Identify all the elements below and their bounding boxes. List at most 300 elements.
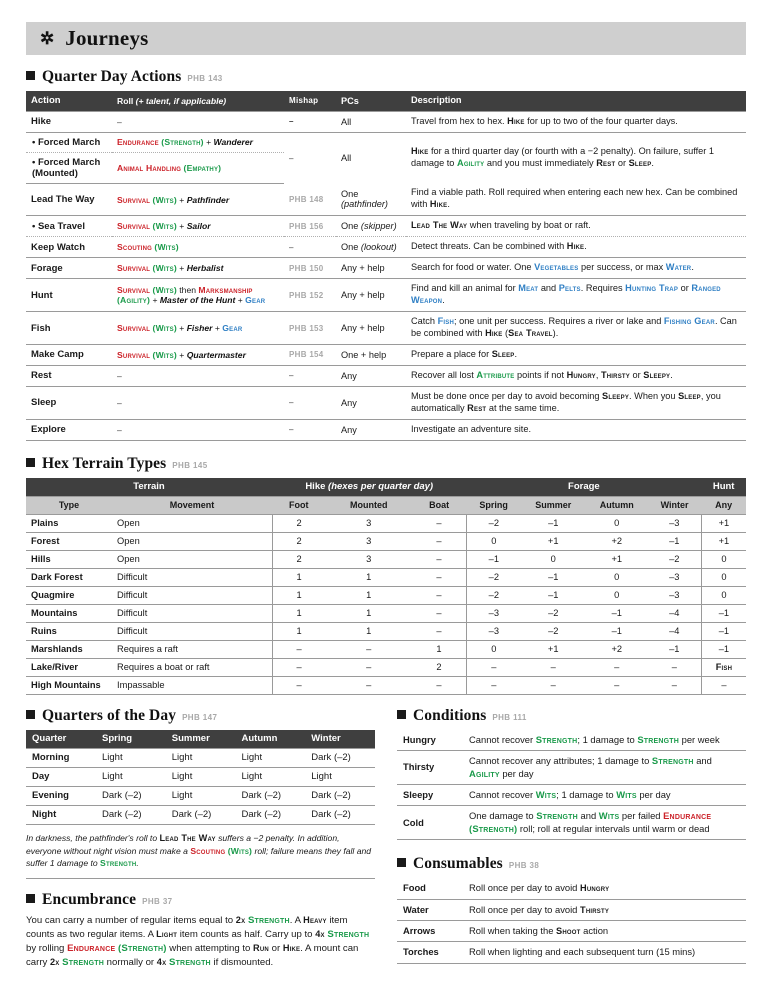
table-row — [26, 312, 746, 345]
cell-hunt: –1 — [701, 622, 746, 640]
cell-description: Investigate an adventure site. — [406, 419, 746, 440]
cell-foot: 1 — [272, 586, 326, 604]
page-title-banner — [26, 22, 746, 55]
cell-summer: Dark (–2) — [166, 805, 236, 824]
cell-roll: Endurance (Strength) + Wanderer — [112, 132, 284, 152]
cell-movement: Open — [112, 514, 272, 532]
condition-name: Thirsty — [397, 751, 463, 785]
cell-mishap: – — [289, 153, 294, 163]
cell-movement: Open — [112, 532, 272, 550]
cell-spring: –2 — [466, 514, 520, 532]
cell-pcs: Any + help — [336, 312, 406, 345]
table-row — [26, 111, 746, 132]
section-heading-encumbrance — [26, 891, 375, 909]
cell-pcs: All — [336, 111, 406, 132]
page-reference: PHB 37 — [142, 897, 173, 907]
col-header-autumn: Autumn — [586, 496, 648, 514]
cell-terrain-type: Mountains — [26, 604, 112, 622]
table-header-row — [26, 91, 746, 111]
cell-action: • Forced March (Mounted) — [26, 152, 112, 183]
cell-autumn: Light — [236, 767, 306, 786]
cell-description: Lead The Way when traveling by boat or raft. — [406, 216, 746, 237]
cell-autumn: –1 — [586, 622, 648, 640]
cell-description: Prepare a place for Sleep. — [406, 344, 746, 365]
cell-mounted: 1 — [326, 568, 412, 586]
cell-spring: 0 — [466, 532, 520, 550]
group-header-hunt: Hunt — [701, 478, 746, 497]
cell-roll: Scouting (Wits) — [112, 237, 284, 258]
cell-spring: Dark (–2) — [96, 786, 166, 805]
encumbrance-text: You can carry a number of regular items equal to 2x Strength. A Heavy item counts as two regular items. A Light item counts as half. Carry up to 4x Strength by rolling Endurance (Strength) when attempting to Run or Hike. A mount can carry 2x Strength normally or 4x Strength if dismounted. — [26, 915, 370, 968]
cell-quarter: Evening — [26, 786, 96, 805]
cell-movement: Impassable — [112, 676, 272, 694]
cell-winter: –2 — [648, 550, 702, 568]
table-row — [26, 532, 746, 550]
section-heading-conditions — [397, 707, 746, 725]
cell-hunt: +1 — [701, 532, 746, 550]
col-header-autumn: Autumn — [236, 730, 306, 749]
cell-summer: +1 — [521, 640, 586, 658]
group-header-hike — [272, 478, 466, 497]
cell-terrain-type: Lake/River — [26, 658, 112, 676]
cell-summer: –2 — [521, 622, 586, 640]
condition-name: Cold — [397, 806, 463, 840]
group-header-hike-note: (hexes per quarter day) — [328, 481, 434, 493]
cell-boat: – — [412, 586, 467, 604]
cell-summer: 0 — [521, 550, 586, 568]
cell-mounted: 3 — [326, 514, 412, 532]
consumable-effect: Roll when lighting and each subsequent turn (15 mins) — [463, 942, 746, 963]
cell-summer: – — [521, 676, 586, 694]
section-heading-hex-terrain — [26, 455, 746, 473]
condition-name: Sleepy — [397, 784, 463, 805]
section-heading-quarter-day-actions — [26, 68, 746, 86]
cell-winter: –1 — [648, 532, 702, 550]
table-row — [26, 748, 375, 767]
cell-foot: 2 — [272, 550, 326, 568]
col-header-foot: Foot — [272, 496, 326, 514]
section-title: Quarter Day Actions — [42, 68, 182, 85]
bullet-square-icon — [397, 710, 406, 719]
section-title: Encumbrance — [42, 891, 137, 909]
col-header-description: Description — [406, 91, 746, 111]
cell-autumn: +2 — [586, 640, 648, 658]
cell-spring: –3 — [466, 622, 520, 640]
cell-spring: –3 — [466, 604, 520, 622]
col-header-roll-main: Roll — [117, 95, 134, 106]
cell-boat: 1 — [412, 640, 467, 658]
table-header-row — [26, 730, 375, 749]
cell-spring: –2 — [466, 586, 520, 604]
cell-roll: Survival (Wits) + Quartermaster — [112, 344, 284, 365]
col-header-spring: Spring — [96, 730, 166, 749]
cell-mounted: 1 — [326, 604, 412, 622]
cell-roll: Survival (Wits) + Pathfinder — [112, 183, 284, 215]
cell-hunt: 0 — [701, 568, 746, 586]
cell-winter: Dark (–2) — [305, 786, 375, 805]
cell-pcs: One (skipper) — [336, 216, 406, 237]
cell-mounted: – — [326, 658, 412, 676]
col-header-mishap: Mishap — [284, 91, 336, 111]
col-header-movement: Movement — [112, 496, 272, 514]
group-header-forage: Forage — [466, 478, 701, 497]
condition-name: Hungry — [397, 730, 463, 751]
table-row — [26, 386, 746, 419]
section-heading-consumables — [397, 855, 746, 873]
cell-boat: 2 — [412, 658, 467, 676]
cell-terrain-type: Hills — [26, 550, 112, 568]
table-row — [26, 216, 746, 237]
right-column — [397, 707, 746, 970]
col-header-spring: Spring — [466, 496, 520, 514]
cell-movement: Difficult — [112, 622, 272, 640]
cell-winter: Light — [305, 767, 375, 786]
cell-mishap: PHB 150 — [284, 258, 336, 279]
cell-spring: – — [466, 658, 520, 676]
col-header-roll-note: (+ talent, if applicable) — [135, 95, 227, 106]
cell-boat: – — [412, 604, 467, 622]
cell-mounted: 3 — [326, 532, 412, 550]
table-row — [26, 344, 746, 365]
darkness-note: In darkness, the pathfinder's roll to Lead The Way suffers a −2 penalty. In addition, everyone without night vision must make a Scouting (Wits) roll; failure means they fall and suffer 1 damage to Strength. — [26, 832, 375, 879]
cell-description: Recover all lost Attribute points if not Hungry, Thirsty or Sleepy. — [406, 365, 746, 386]
cell-movement: Requires a boat or raft — [112, 658, 272, 676]
cell-winter: –3 — [648, 568, 702, 586]
cell-mounted: 1 — [326, 586, 412, 604]
cell-terrain-type: Dark Forest — [26, 568, 112, 586]
cell-hunt: –1 — [701, 640, 746, 658]
table-row — [26, 604, 746, 622]
cell-movement: Difficult — [112, 604, 272, 622]
col-header-action: Action — [26, 91, 112, 111]
table-row — [397, 899, 746, 920]
cell-terrain-type: High Mountains — [26, 676, 112, 694]
cell-roll: – — [112, 365, 284, 386]
cell-autumn: – — [586, 658, 648, 676]
bullet-square-icon — [397, 858, 406, 867]
table-row — [26, 622, 746, 640]
table-row — [26, 658, 746, 676]
left-column — [26, 707, 375, 970]
table-row — [26, 640, 746, 658]
quarter-day-actions-table — [26, 91, 746, 441]
page-reference: PHB 38 — [508, 861, 540, 871]
col-header-roll — [112, 91, 284, 111]
cell-summer: –1 — [521, 568, 586, 586]
cell-hunt: – — [701, 676, 746, 694]
section-title: Quarters of the Day — [42, 706, 177, 724]
cell-winter: – — [648, 658, 702, 676]
cell-summer: – — [521, 658, 586, 676]
cell-description: Search for food or water. One Vegetables per success, or max Water. — [406, 258, 746, 279]
cell-winter: –3 — [648, 514, 702, 532]
cell-quarter: Morning — [26, 748, 96, 767]
cell-spring: 0 — [466, 640, 520, 658]
quarters-of-day-table — [26, 730, 375, 825]
cell-roll: Survival (Wits) + Sailor — [112, 216, 284, 237]
section-heading-quarters-of-day — [26, 707, 375, 725]
table-row — [397, 878, 746, 899]
table-row — [26, 183, 746, 215]
cell-mounted: 3 — [326, 550, 412, 568]
cell-foot: 2 — [272, 514, 326, 532]
cell-summer: +1 — [521, 532, 586, 550]
cell-mishap: – — [284, 419, 336, 440]
cell-roll: – — [112, 111, 284, 132]
condition-effect: One damage to Strength and Wits per failed Endurance (Strength) roll; roll at regular intervals until warm or dead — [463, 806, 746, 840]
table-row — [26, 419, 746, 440]
cell-mishap: PHB 153 — [284, 312, 336, 345]
cell-action: Sleep — [26, 386, 112, 419]
table-row — [26, 514, 746, 532]
cell-autumn: Dark (–2) — [236, 805, 306, 824]
cell-action: Forage — [26, 258, 112, 279]
bullet-square-icon — [26, 458, 35, 467]
cell-description: Hike for a third quarter day (or fourth with a −2 penalty). On failure, suffer 1 damage to Agility and you must immediately Rest or Sleep. — [411, 146, 714, 169]
cell-movement: Difficult — [112, 568, 272, 586]
cell-pcs: One + help — [336, 344, 406, 365]
cell-mounted: – — [326, 676, 412, 694]
condition-effect: Cannot recover Strength; 1 damage to Strength per week — [463, 730, 746, 751]
bullet-square-icon — [26, 894, 35, 903]
cell-action: Hunt — [26, 279, 112, 312]
cell-movement: Requires a raft — [112, 640, 272, 658]
section-title: Conditions — [413, 706, 487, 724]
cell-foot: 2 — [272, 532, 326, 550]
table-row — [397, 942, 746, 963]
cell-terrain-type: Ruins — [26, 622, 112, 640]
consumable-effect: Roll once per day to avoid Thirsty — [463, 899, 746, 920]
cell-mishap: PHB 152 — [284, 279, 336, 312]
table-row — [26, 568, 746, 586]
table-group-header-row — [26, 478, 746, 497]
cell-terrain-type: Plains — [26, 514, 112, 532]
table-row — [26, 132, 746, 152]
bullet-square-icon — [26, 71, 35, 80]
cell-summer: –2 — [521, 604, 586, 622]
cell-autumn: +2 — [586, 532, 648, 550]
cell-mishap: – — [284, 237, 336, 258]
cell-summer: Light — [166, 767, 236, 786]
cell-winter: –4 — [648, 622, 702, 640]
cell-description: Travel from hex to hex. Hike for up to two of the four quarter days. — [406, 111, 746, 132]
consumables-table — [397, 878, 746, 964]
cell-roll: Animal Handling (Empathy) — [112, 152, 284, 183]
cell-foot: – — [272, 658, 326, 676]
cell-movement: Difficult — [112, 586, 272, 604]
table-row — [26, 786, 375, 805]
consumable-name: Arrows — [397, 921, 463, 942]
hex-terrain-table — [26, 478, 746, 695]
cell-pcs: Any — [336, 386, 406, 419]
group-header-terrain: Terrain — [26, 478, 272, 497]
cell-roll: – — [112, 386, 284, 419]
cell-roll: Survival (Wits) then Marksmanship (Agility) + Master of the Hunt + Gear — [112, 279, 284, 312]
section-title: Hex Terrain Types — [42, 454, 167, 472]
table-row — [26, 258, 746, 279]
cell-spring: Dark (–2) — [96, 805, 166, 824]
cell-hunt: 0 — [701, 550, 746, 568]
cell-pcs: All — [341, 153, 352, 164]
cell-summer: Light — [166, 748, 236, 767]
cell-pcs: Any + help — [336, 279, 406, 312]
cell-description: Find and kill an animal for Meat and Pelts. Requires Hunting Trap or Ranged Weapon. — [406, 279, 746, 312]
cell-foot: 1 — [272, 604, 326, 622]
col-header-mounted: Mounted — [326, 496, 412, 514]
cell-autumn: – — [586, 676, 648, 694]
cell-winter: Dark (–2) — [305, 748, 375, 767]
cell-boat: – — [412, 550, 467, 568]
cell-description: Detect threats. Can be combined with Hike. — [406, 237, 746, 258]
sunburst-asterisk-icon: ✲ — [40, 29, 55, 48]
cell-mounted: 1 — [326, 622, 412, 640]
table-row — [26, 676, 746, 694]
cell-action: Fish — [26, 312, 112, 345]
table-row — [26, 279, 746, 312]
cell-mishap: – — [284, 365, 336, 386]
col-header-summer: Summer — [521, 496, 586, 514]
table-row — [397, 921, 746, 942]
col-header-winter: Winter — [648, 496, 702, 514]
section-title: Consumables — [413, 855, 503, 873]
cell-mishap: PHB 148 — [284, 183, 336, 215]
cell-description: Catch Fish; one unit per success. Requires a river or lake and Fishing Gear. Can be combined with Hike (Sea Travel). — [406, 312, 746, 345]
consumable-effect: Roll when taking the Shoot action — [463, 921, 746, 942]
cell-quarter: Night — [26, 805, 96, 824]
page-title: Journeys — [65, 26, 149, 50]
cell-spring: – — [466, 676, 520, 694]
cell-roll: Survival (Wits) + Herbalist — [112, 258, 284, 279]
cell-winter: –4 — [648, 604, 702, 622]
cell-terrain-type: Quagmire — [26, 586, 112, 604]
cell-pcs: One (pathfinder) — [336, 183, 406, 215]
cell-pcs: Any — [336, 419, 406, 440]
cell-terrain-type: Forest — [26, 532, 112, 550]
cell-boat: – — [412, 568, 467, 586]
conditions-table — [397, 730, 746, 840]
condition-effect: Cannot recover any attributes; 1 damage to Strength and Agility per day — [463, 751, 746, 785]
table-row — [397, 784, 746, 805]
cell-autumn: 0 — [586, 568, 648, 586]
table-row — [397, 751, 746, 785]
cell-boat: – — [412, 676, 467, 694]
cell-spring: Light — [96, 767, 166, 786]
cell-boat: – — [412, 622, 467, 640]
cell-winter: –3 — [648, 586, 702, 604]
cell-mishap: – — [284, 111, 336, 132]
page-reference: PHB 111 — [492, 712, 527, 722]
consumable-effect: Roll once per day to avoid Hungry — [463, 878, 746, 899]
cell-foot: – — [272, 676, 326, 694]
table-row — [26, 767, 375, 786]
cell-foot: 1 — [272, 568, 326, 586]
col-header-pcs: PCs — [336, 91, 406, 111]
col-header-boat: Boat — [412, 496, 467, 514]
cell-spring: Light — [96, 748, 166, 767]
cell-summer: –1 — [521, 586, 586, 604]
cell-boat: – — [412, 532, 467, 550]
cell-autumn: 0 — [586, 514, 648, 532]
consumable-name: Food — [397, 878, 463, 899]
bottom-columns — [26, 707, 746, 970]
cell-action: • Sea Travel — [26, 216, 112, 237]
col-header-summer: Summer — [166, 730, 236, 749]
cell-pcs: Any — [336, 365, 406, 386]
cell-action: • Forced March — [26, 132, 112, 152]
cell-summer: Light — [166, 786, 236, 805]
cell-mounted: – — [326, 640, 412, 658]
condition-effect: Cannot recover Wits; 1 damage to Wits per day — [463, 784, 746, 805]
page-reference: PHB 147 — [182, 712, 218, 722]
page-reference: PHB 145 — [172, 460, 208, 470]
col-header-type: Type — [26, 496, 112, 514]
cell-autumn: –1 — [586, 604, 648, 622]
cell-autumn: +1 — [586, 550, 648, 568]
cell-foot: – — [272, 640, 326, 658]
cell-action: Hike — [26, 111, 112, 132]
cell-action: Lead The Way — [26, 183, 112, 215]
cell-pcs: Any + help — [336, 258, 406, 279]
cell-action: Explore — [26, 419, 112, 440]
cell-action: Make Camp — [26, 344, 112, 365]
cell-summer: –1 — [521, 514, 586, 532]
cell-description: Find a viable path. Roll required when entering each new hex. Can be combined with Hike. — [406, 183, 746, 215]
cell-mishap: – — [284, 386, 336, 419]
cell-autumn: 0 — [586, 586, 648, 604]
cell-hunt: +1 — [701, 514, 746, 532]
cell-foot: 1 — [272, 622, 326, 640]
col-header-hunt-any: Any — [701, 496, 746, 514]
cell-winter: – — [648, 676, 702, 694]
table-row — [26, 237, 746, 258]
page-reference: PHB 143 — [187, 74, 223, 83]
bullet-square-icon — [26, 710, 35, 719]
cell-hunt: –1 — [701, 604, 746, 622]
cell-roll: Survival (Wits) + Fisher + Gear — [112, 312, 284, 345]
table-row — [26, 365, 746, 386]
cell-spring: –2 — [466, 568, 520, 586]
cell-pcs: One (lookout) — [336, 237, 406, 258]
cell-winter: –1 — [648, 640, 702, 658]
cell-hunt: 0 — [701, 586, 746, 604]
col-header-winter: Winter — [305, 730, 375, 749]
cell-hunt: Fish — [701, 658, 746, 676]
cell-boat: – — [412, 514, 467, 532]
table-row — [26, 550, 746, 568]
group-header-hike-label: Hike — [305, 481, 326, 493]
cell-action: Keep Watch — [26, 237, 112, 258]
cell-autumn: Light — [236, 748, 306, 767]
cell-description: Must be done once per day to avoid becoming Sleepy. When you Sleep, you automatically Rest at the same time. — [406, 386, 746, 419]
cell-roll: – — [112, 419, 284, 440]
table-subheader-row — [26, 496, 746, 514]
table-row — [397, 730, 746, 751]
cell-spring: –1 — [466, 550, 520, 568]
table-row — [26, 805, 375, 824]
table-row — [397, 806, 746, 840]
cell-action: Rest — [26, 365, 112, 386]
table-row — [26, 586, 746, 604]
cell-autumn: Dark (–2) — [236, 786, 306, 805]
consumable-name: Torches — [397, 942, 463, 963]
col-header-quarter: Quarter — [26, 730, 96, 749]
cell-terrain-type: Marshlands — [26, 640, 112, 658]
cell-winter: Dark (–2) — [305, 805, 375, 824]
cell-quarter: Day — [26, 767, 96, 786]
cell-mishap: PHB 154 — [284, 344, 336, 365]
consumable-name: Water — [397, 899, 463, 920]
cell-mishap: PHB 156 — [284, 216, 336, 237]
